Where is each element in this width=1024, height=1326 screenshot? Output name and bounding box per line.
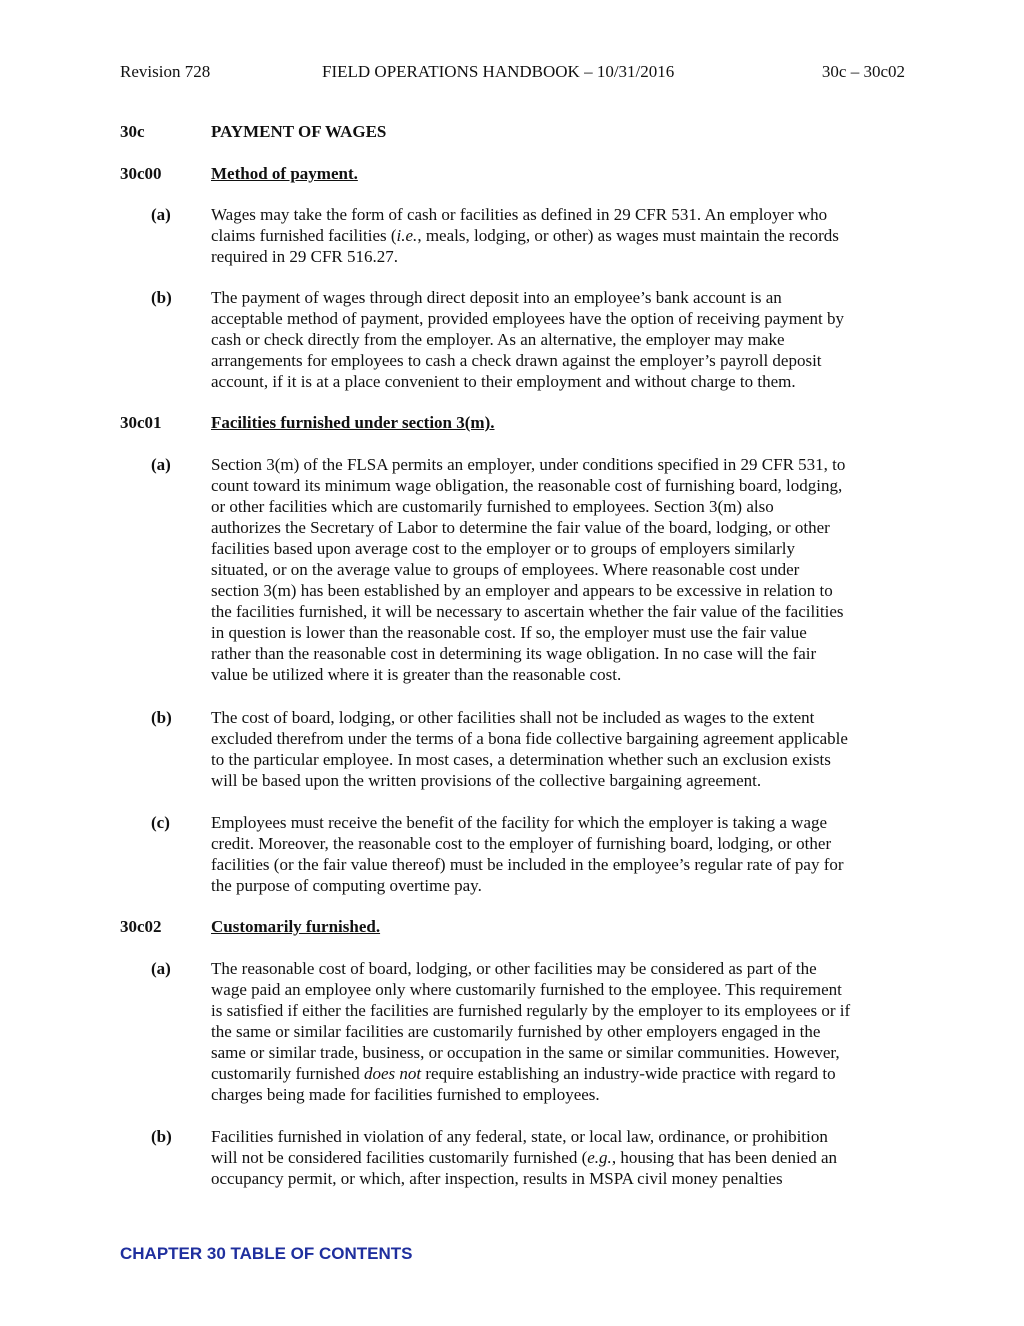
text-line: will not be considered facilities customarily furnished (e.g., housing that has been denied an: [211, 1148, 838, 1167]
text-line: excluded therefrom under the terms of a bona fide collective bargaining agreement applicable: [211, 729, 848, 748]
text-line: will be based upon the written provisions of the collective bargaining agreement.: [211, 771, 762, 790]
text-line: authorizes the Secretary of Labor to determine the fair value of the board, lodging, or other: [211, 518, 830, 537]
text-line: is satisfied if either the facilities are furnished regularly by the employer to its employees or if: [211, 1001, 851, 1020]
text-line: the purpose of computing overtime pay.: [211, 876, 482, 895]
paragraph-text: [211, 287, 907, 392]
text-line: or other facilities which are customarily furnished to employees. Section 3(m) also: [211, 497, 774, 516]
text-line: required in 29 CFR 516.27.: [211, 247, 398, 266]
text-line: Employees must receive the benefit of the facility for which the employer is taking a wage: [211, 813, 828, 832]
section-title: Facilities furnished under section 3(m).: [211, 413, 495, 432]
text-line: credit. Moreover, the reasonable cost to the employer of furnishing board, lodging, or other: [211, 834, 832, 853]
paragraph-label: (a): [151, 205, 171, 224]
text-line: rather than the reasonable cost in determining its wage obligation. In no case will the fair: [211, 644, 817, 663]
section-number: 30c00: [120, 164, 162, 183]
paragraph-label: (a): [151, 959, 171, 978]
paragraph-label: (c): [151, 813, 170, 832]
paragraph-text: [211, 204, 907, 267]
text-line: arrangements for employees to cash a check drawn against the employer’s payroll deposit: [211, 351, 822, 370]
text-line: the facilities furnished, it will be necessary to ascertain whether the fair value of the facilities: [211, 602, 844, 621]
text-line: Wages may take the form of cash or facilities as defined in 29 CFR 531. An employer who: [211, 205, 828, 224]
text-line: account, if it is at a place convenient to their employment and without charge to them.: [211, 372, 796, 391]
text-line: charges being made for facilities furnished to employees.: [211, 1085, 600, 1104]
text-line: acceptable method of payment, provided employees have the option of receiving payment by: [211, 309, 845, 328]
text-line: The reasonable cost of board, lodging, or other facilities may be considered as part of the: [211, 959, 817, 978]
section-number: 30c01: [120, 413, 162, 432]
section-title: Method of payment.: [211, 164, 358, 183]
text-line: same or similar trade, business, or occupation in the same or similar communities. However,: [211, 1043, 840, 1062]
paragraph-label: (b): [151, 288, 172, 307]
text-line: cash or check directly from the employer. As an alternative, the employer may make: [211, 330, 785, 349]
paragraph-label: (a): [151, 455, 171, 474]
text-line: value be utilized where it is greater than the reasonable cost.: [211, 665, 622, 684]
text-line: the same or similar facilities are customarily furnished by other employers engaged in the: [211, 1022, 821, 1041]
text-line: facilities (or the fair value thereof) must be included in the employee’s regular rate of pay for: [211, 855, 844, 874]
paragraph-text: [211, 958, 907, 1105]
header-revision: Revision 728: [120, 62, 211, 81]
paragraph-label: (b): [151, 1127, 172, 1146]
paragraph-text: [211, 707, 907, 791]
text-line: Facilities furnished in violation of any federal, state, or local law, ordinance, or prohibition: [211, 1127, 828, 1146]
text-line: count toward its minimum wage obligation, the reasonable cost of furnishing board, lodging,: [211, 476, 843, 495]
text-line: occupancy permit, or which, after inspection, results in MSPA civil money penalties: [211, 1169, 783, 1188]
text-line: to the particular employee. In most cases, a determination whether such an exclusion exists: [211, 750, 831, 769]
text-line: Section 3(m) of the FLSA permits an employer, under conditions specified in 29 CFR 531, to: [211, 455, 846, 474]
text-line: facilities based upon average cost to the employer or to groups of employers similarly: [211, 539, 795, 558]
text-line: wage paid an employee only where customarily furnished to the employee. This requirement: [211, 980, 842, 999]
text-line: claims furnished facilities (i.e., meals, lodging, or other) as wages must maintain the records: [211, 226, 839, 245]
section-number: 30c02: [120, 917, 162, 936]
paragraph-text: [211, 812, 907, 896]
text-line: in question is lower than the reasonable cost. If so, the employer must use the fair value: [211, 623, 807, 642]
header-page-range: 30c – 30c02: [821, 62, 905, 81]
header-title: FIELD OPERATIONS HANDBOOK – 10/31/2016: [322, 62, 675, 81]
chapter-title: PAYMENT OF WAGES: [211, 122, 387, 141]
section-title: Customarily furnished.: [211, 917, 381, 936]
chapter-number: 30c: [120, 122, 145, 141]
text-line: The payment of wages through direct deposit into an employee’s bank account is an: [211, 288, 782, 307]
paragraph-label: (b): [151, 708, 172, 727]
text-line: section 3(m) has been established by an employer and appears to be excessive in relation to: [211, 581, 833, 600]
text-line: situated, or on the average value to groups of employees. Where reasonable cost under: [211, 560, 800, 579]
paragraph-text: [211, 454, 907, 685]
paragraph-text: [211, 1126, 907, 1189]
text-line: customarily furnished does not require establishing an industry-wide practice with regard to: [211, 1064, 836, 1083]
chapter-toc-link[interactable]: CHAPTER 30 TABLE OF CONTENTS: [120, 1244, 413, 1263]
text-line: The cost of board, lodging, or other facilities shall not be included as wages to the extent: [211, 708, 815, 727]
